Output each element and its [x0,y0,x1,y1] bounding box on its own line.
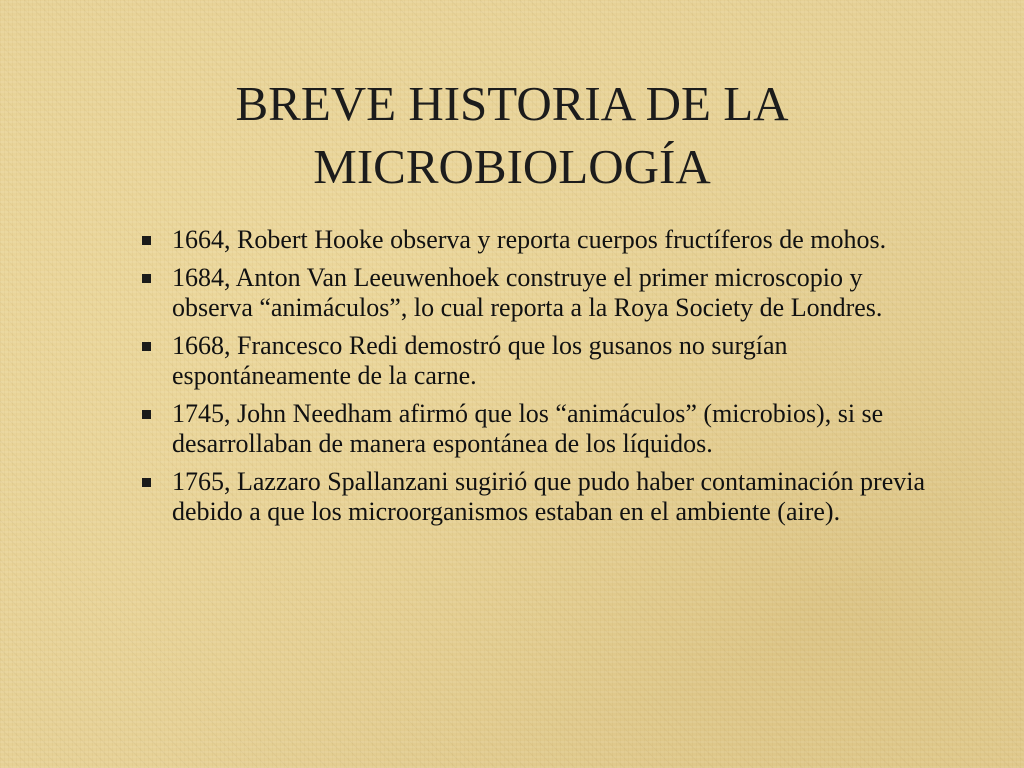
bullet-item [140,399,940,460]
square-bullet-icon [142,342,151,351]
slide-title [60,72,964,198]
bullet-text: 1765, Lazzaro Spallanzani sugirió que pudo haber contaminación previa debido a que los microorganismos estaban en el ambiente (aire). [172,466,926,526]
bullet-list [140,225,940,535]
bullet-item [140,263,940,324]
bullet-item [140,467,940,528]
title-line-1: BREVE HISTORIA DE LA [235,76,789,131]
bullet-text: 1684, Anton Van Leeuwenhoek construye el primer microscopio y observa “animáculos”, lo cual reporta a la Roya Society de Londres. [172,262,883,322]
bullet-item [140,225,940,256]
bullet-text: 1745, John Needham afirmó que los “animáculos” (microbios), si se desarrollaban de manera espontánea de los líquidos. [172,398,884,458]
title-line-2: MICROBIOLOGÍA [313,139,711,194]
square-bullet-icon [142,410,151,419]
bullet-text: 1664, Robert Hooke observa y reporta cuerpos fructíferos de mohos. [172,225,887,254]
bullet-text: 1668, Francesco Redi demostró que los gusanos no surgían espontáneamente de la carne. [172,330,788,390]
bullet-item [140,331,940,392]
square-bullet-icon [142,236,151,245]
square-bullet-icon [142,274,151,283]
square-bullet-icon [142,478,151,487]
